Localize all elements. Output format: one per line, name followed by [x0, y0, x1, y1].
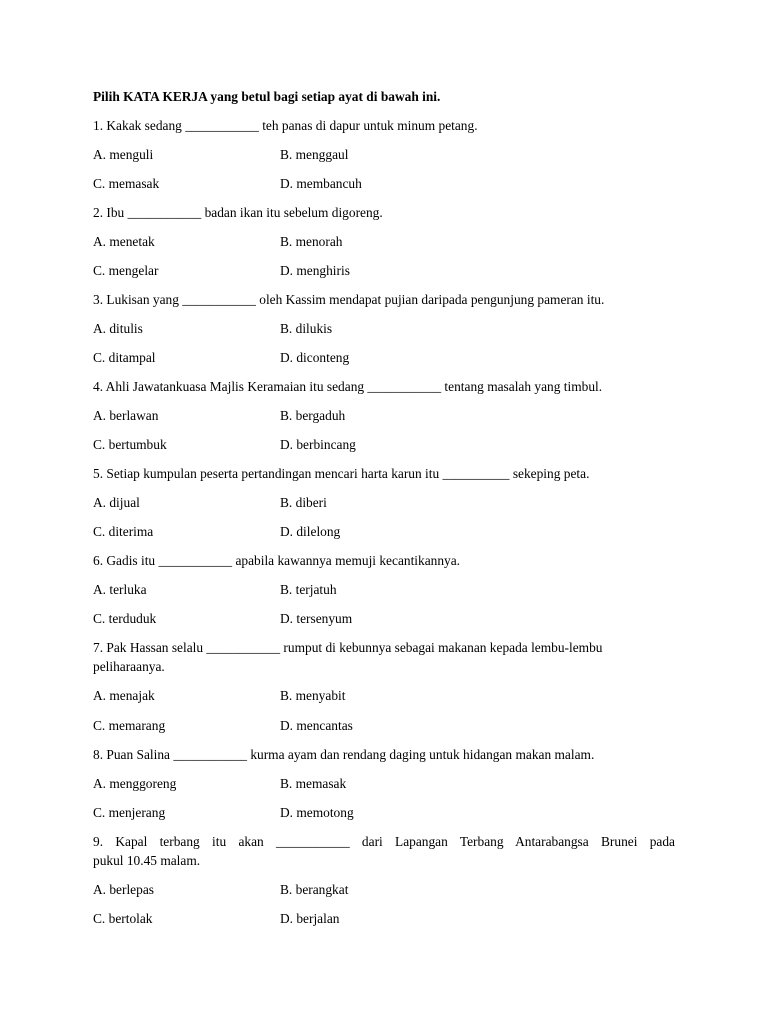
question-6: 6. Gadis itu ___________ apabila kawannya memuji kecantikannya. — [93, 553, 461, 568]
option-3d: D. diconteng — [280, 350, 350, 365]
question-5: 5. Setiap kumpulan peserta pertandingan mencari harta karun itu __________ sekeping peta. — [93, 466, 590, 481]
option-8c: C. menjerang — [93, 805, 166, 820]
question-7 — [93, 638, 675, 676]
question-8: 8. Puan Salina ___________ kurma ayam dan rendang daging untuk hidangan makan malam. — [93, 747, 595, 762]
option-9b: B. berangkat — [280, 882, 349, 897]
option-1c: C. memasak — [93, 176, 160, 191]
option-2d: D. menghiris — [280, 263, 350, 278]
option-5c: C. diterima — [93, 524, 154, 539]
option-1a: A. menguli — [93, 147, 154, 162]
option-6b: B. terjatuh — [280, 582, 337, 597]
option-3b: B. dilukis — [280, 321, 333, 336]
option-5b: B. diberi — [280, 495, 327, 510]
question-7-line-1: 7. Pak Hassan selalu ___________ rumput di kebunnya sebagai makanan kepada lembu-lembu — [93, 640, 603, 655]
option-6c: C. terduduk — [93, 611, 157, 626]
worksheet-page — [93, 0, 675, 1024]
option-9d: D. berjalan — [280, 911, 340, 926]
option-1b: B. menggaul — [280, 147, 349, 162]
question-2: 2. Ibu ___________ badan ikan itu sebelum digoreng. — [93, 205, 383, 220]
question-3: 3. Lukisan yang ___________ oleh Kassim mendapat pujian daripada pengunjung pameran itu. — [93, 292, 605, 307]
option-4c: C. bertumbuk — [93, 437, 167, 452]
option-5d: D. dilelong — [280, 524, 341, 539]
question-7-line-2: peliharaanya. — [93, 659, 165, 674]
option-4d: D. berbincang — [280, 437, 356, 452]
option-6d: D. tersenyum — [280, 611, 353, 626]
option-7b: B. menyabit — [280, 688, 346, 703]
option-2b: B. menorah — [280, 234, 343, 249]
option-9c: C. bertolak — [93, 911, 153, 926]
option-7d: D. mencantas — [280, 718, 353, 733]
option-8b: B. memasak — [280, 776, 347, 791]
option-9a: A. berlepas — [93, 882, 154, 897]
option-8a: A. menggoreng — [93, 776, 177, 791]
option-4a: A. berlawan — [93, 408, 159, 423]
option-2c: C. mengelar — [93, 263, 159, 278]
option-6a: A. terluka — [93, 582, 147, 597]
option-3c: C. ditampal — [93, 350, 156, 365]
question-9 — [93, 832, 675, 870]
option-4b: B. bergaduh — [280, 408, 346, 423]
option-7a: A. menajak — [93, 688, 155, 703]
option-1d: D. membancuh — [280, 176, 362, 191]
option-8d: D. memotong — [280, 805, 354, 820]
instruction-heading: Pilih KATA KERJA yang betul bagi setiap ayat di bawah ini. — [93, 89, 441, 104]
option-2a: A. menetak — [93, 234, 155, 249]
question-1: 1. Kakak sedang ___________ teh panas di dapur untuk minum petang. — [93, 118, 478, 133]
option-3a: A. ditulis — [93, 321, 143, 336]
question-9-line-1: 9. Kapal terbang itu akan ___________ dari Lapangan Terbang Antarabangsa Brunei pada — [93, 834, 675, 849]
option-5a: A. dijual — [93, 495, 140, 510]
question-4: 4. Ahli Jawatankuasa Majlis Keramaian itu sedang ___________ tentang masalah yang timbul. — [93, 379, 603, 394]
question-9-line-2: pukul 10.45 malam. — [93, 853, 201, 868]
option-7c: C. memarang — [93, 718, 166, 733]
